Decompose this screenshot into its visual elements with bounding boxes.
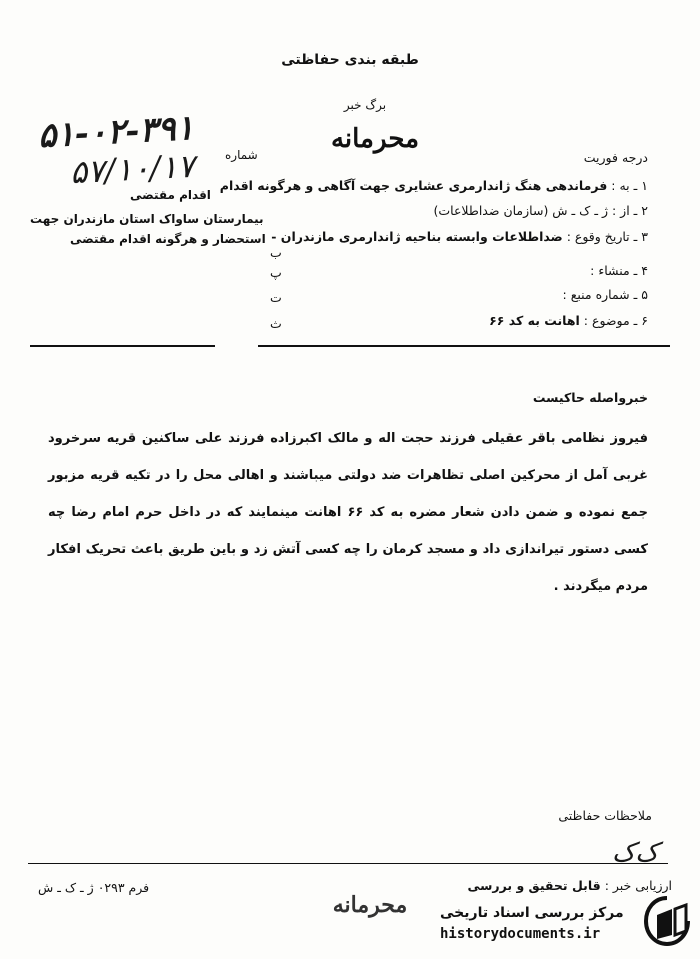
field-origin bbox=[590, 263, 648, 278]
priority-label: درجه فوریت bbox=[583, 150, 648, 165]
watermark-text-fa: مرکز بررسی اسناد تاریخی bbox=[440, 905, 624, 921]
field-subject-value: اهانت به کد ۶۶ bbox=[489, 313, 580, 328]
body-heading: خبرواصله حاکیست bbox=[532, 390, 648, 405]
evaluation-value: قابل تحقیق و بررسی bbox=[467, 878, 601, 893]
field-subject-label: ۶ ـ موضوع : bbox=[583, 313, 648, 328]
body-text: فیروز نظامی باقر عقیلی فرزند حجت اله و مالک اکبرزاده فرزند علی ساکنین قریه سرخرود غربی آمل از محرکین اصلی تظاهرات ضد دولتی میباشند و اهالی محل را در تکیه قریه مزبور جمع نموده و ضمن دادن شعار مضره به کد ۶۶ اهانت مینمایند که در داخل حرم امام رضا چه کسی دستور تیراندازی داد و مسجد کرمان را چه کسی آتش زد و باین طریق باعث تحریک افکار مردم میگردند . bbox=[48, 431, 648, 594]
left-note-3: استحضار و هرگونه اقدام مقتضی bbox=[70, 232, 266, 246]
evaluation-label: ارزیابی خبر : bbox=[604, 878, 672, 893]
watermark-text-en: historydocuments.ir bbox=[440, 926, 601, 942]
evaluation bbox=[467, 878, 672, 893]
remarks-label: ملاحظات حفاظتی bbox=[558, 808, 652, 823]
signature-mark: ک‌ک bbox=[612, 838, 659, 868]
field-to bbox=[220, 178, 648, 193]
number-label: شماره bbox=[225, 148, 258, 162]
confidential-stamp: محرمانه bbox=[330, 124, 420, 154]
field-subject bbox=[489, 313, 648, 328]
field-date-value: ضداطلاعات وابسته بناحیه ژاندارمری مازندران - bbox=[271, 229, 563, 244]
field-origin-label: ۴ ـ منشاء : bbox=[590, 263, 648, 278]
footer-divider bbox=[28, 863, 668, 864]
handwritten-code: ۵۱-۰۲-۳۹۱ bbox=[37, 107, 196, 157]
archive-logo-icon bbox=[642, 895, 692, 947]
left-note-1: اقدام مقتضی bbox=[130, 188, 211, 202]
footer-confidential-stamp: محرمانه bbox=[332, 892, 408, 918]
field-to-label: ۱ ـ به : bbox=[611, 178, 648, 193]
letter-p: پ bbox=[270, 265, 282, 280]
letter-t: ت bbox=[270, 290, 282, 305]
field-from bbox=[434, 203, 649, 218]
field-from-label: ۲ ـ از : ژ ـ ک ـ ش (سازمان ضداطلاعات) bbox=[433, 203, 648, 218]
divider-left bbox=[30, 345, 215, 347]
letter-s: ث bbox=[270, 316, 282, 331]
letter-b: ب bbox=[270, 245, 282, 260]
classification-heading: طبقه بندی حفاظتی bbox=[281, 52, 419, 68]
divider-right bbox=[258, 345, 670, 347]
form-number: فرم ۰۲۹۳ ژ ـ ک ـ ش bbox=[38, 880, 150, 895]
field-date-label: ۳ ـ تاریخ وقوع : bbox=[566, 229, 648, 244]
field-source-number-label: ۵ ـ شماره منبع : bbox=[562, 287, 648, 302]
handwritten-date: ۵۷/۱۰/۱۷ bbox=[69, 146, 196, 192]
field-to-value: فرماندهی هنگ ژاندارمری عشایری جهت آگاهی و هرگونه اقدام bbox=[219, 178, 608, 193]
left-note-2: بیمارستان ساواک استان مازندران جهت bbox=[30, 212, 264, 226]
form-type-heading: برگ خبر bbox=[343, 98, 387, 112]
field-source-number bbox=[563, 287, 648, 302]
field-date bbox=[271, 229, 648, 244]
